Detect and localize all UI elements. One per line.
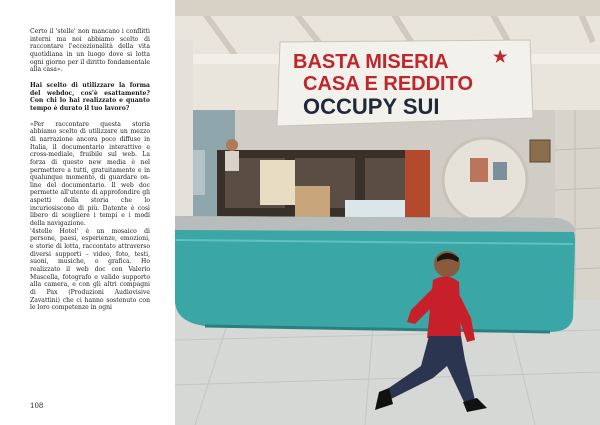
wood-panel <box>295 186 330 220</box>
banner-line-2: CASA E REDDITO <box>303 73 474 95</box>
wood-column <box>405 150 430 220</box>
lobby-illustration <box>175 0 600 425</box>
ceiling-rim <box>175 0 600 16</box>
clerk-body <box>225 151 239 171</box>
answer-paragraph-2: '4stelle Hotel' è un mosaico di persone, paesi, esperienze, emozioni, e storie di lotta, raccontato attraverso diversi supporti – video, foto, testi, suoni, musiche, e grafica. Ho realizzato il web doc con Valerio Muscella, fotografo e valido supporto alla camera, e con gli altri compagni di Pax (Produzioni Audiovisive Zavattini) che ci hanno sostenuto con le loro competenze in ogni <box>30 227 150 312</box>
reception-counter <box>175 216 575 332</box>
banner-line-1: BASTA MISERIA <box>293 51 449 73</box>
page-number: 108 <box>30 402 44 410</box>
clerk-head <box>226 139 238 151</box>
answer-paragraph-1: «Per raccontare questa storia abbiamo scelto di utilizzare un mezzo di narrazione ancora poco diffuso in Italia, il documentario interattivo e cross-mediale, fruibile sul web. La forza di questo new media è nel permettere a tutti, gratuitamente e in qualunque momento, di guardare on-line del documentario. Il web doc permette all'utente di approfondire gli aspetti della storia che lo incuriosiscono di più. Datente è così libero di scegliere i tempi e i modi della navigazione. <box>30 120 150 228</box>
intro-paragraph: Certo il 'stelle' non mancano i conflitti interni ma noi abbiamo scelto di raccontare l'eccezionalità della vita quotidiana in un luogo dove si lotta ogni giorno per il diritto fondamentale alla casa». <box>30 28 150 74</box>
interview-question: Hai scelto di utilizzare la forma del webdoc, cos'è esattamente? Con chi lo hai realizzato e quanto tempo è durato il tuo lavoro? <box>30 81 150 112</box>
left-page <box>0 0 175 425</box>
counter-poster <box>260 160 295 205</box>
wall-picture <box>530 140 550 162</box>
banner-star-icon: ★ <box>493 49 508 66</box>
protest-banner <box>277 40 533 126</box>
photo-hotel-lobby <box>175 0 600 425</box>
banner-line-3: OCCUPY SUI <box>303 94 440 119</box>
article-text-column <box>30 28 150 312</box>
round-display-window <box>443 138 527 222</box>
